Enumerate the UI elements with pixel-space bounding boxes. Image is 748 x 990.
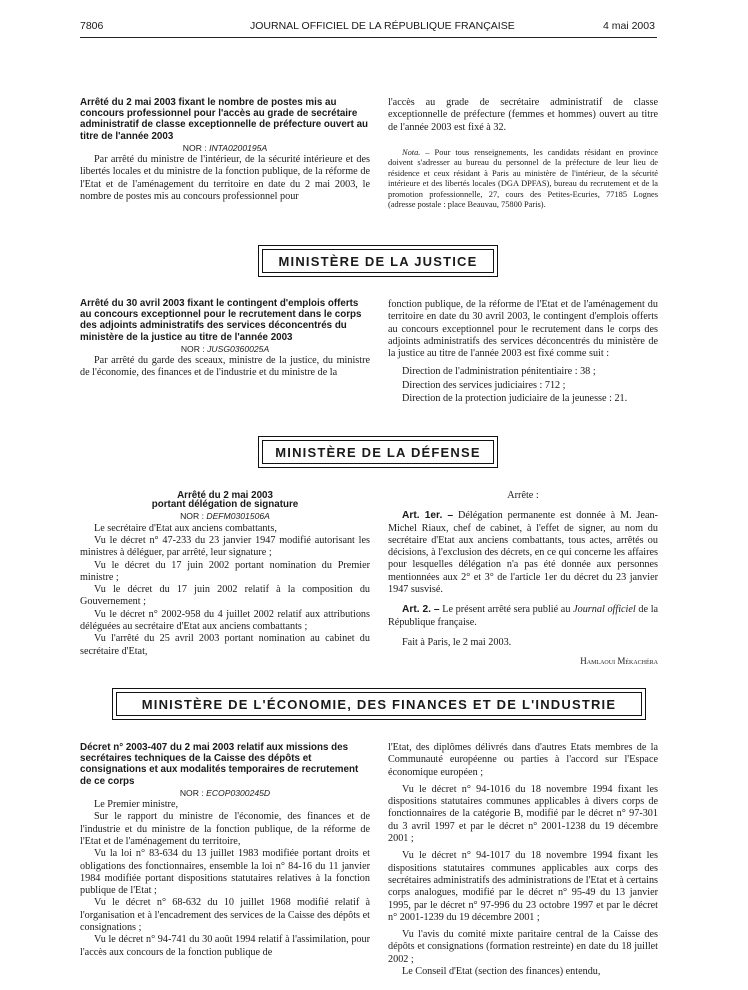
paragraph: Vu l'avis du comité mixte paritaire central de la Caisse des dépôts et consignations (formation restreinte) en date du 18 juillet 2002 ; xyxy=(388,929,658,965)
section1-nor xyxy=(80,142,370,154)
header-rule xyxy=(80,37,657,38)
section2-body: Par arrêté du garde des sceaux, ministre de la justice, du ministre de l'économie, des finances et de l'industrie et du ministre de la xyxy=(80,355,370,379)
ministry-justice-box xyxy=(258,245,498,277)
paragraph: Vu le décret n° 94-1016 du 18 novembre 1994 fixant les dispositions statutaires communes applicables à divers corps de fonctionnaires de la catégorie B, modifié par le décret n° 97-301 du 3 avril 1997 et par le décret n° 2001-1238 du 19 décembre 2001 ; xyxy=(388,783,658,845)
note-label: Nota. – xyxy=(402,147,430,157)
paragraph: Vu le décret n° 47-233 du 23 janvier 1947 modifié autorisant les ministres à déléguer, par arrêté, leur signature ; xyxy=(80,535,370,559)
paragraph: Le Conseil d'Etat (section des finances) entendu, xyxy=(402,966,601,978)
list-item: Direction de la protection judiciaire de la jeunesse : 21. xyxy=(402,393,628,405)
nor-label: NOR : xyxy=(182,142,207,153)
list-item: Direction de l'administration pénitentiaire : 38 ; xyxy=(402,366,596,378)
paragraph: l'Etat, des diplômes délivrés dans d'autres Etats membres de la Communauté européenne ou parties à l'accord sur l'Espace économique européen ; xyxy=(388,742,658,778)
article-label: Art. 2. – xyxy=(402,604,440,616)
ministry-economy-box xyxy=(112,688,646,720)
article-1 xyxy=(388,510,658,596)
section2-continuation: fonction publique, de la réforme de l'Etat et de l'aménagement du territoire en date du 30 avril 2003, le contingent d'emplois offerts au concours exceptionnel pour le recrutement dans le corps des adjoints administratifs des services déconcentrés du ministère de la justice au titre de l'année 2003 est fixé comme suit : xyxy=(388,299,658,360)
signature: Hamlaoui Mékachéra xyxy=(580,656,658,667)
section3-title-line2: portant délégation de signature xyxy=(151,499,299,511)
section2-title: Arrêté du 30 avril 2003 fixant le contingent d'emplois offerts au concours exceptionnel pour le recrutement dans le corps des adjoints administratifs des services déconcentrés du ministère de la justice au titre de l'année 2003 xyxy=(80,298,362,343)
section4-left-column xyxy=(80,742,370,959)
journal-title: JOURNAL OFFICIEL DE LA RÉPUBLIQUE FRANÇAISE xyxy=(250,20,515,32)
article-text: de la République française. xyxy=(388,604,659,628)
paragraph: Sur le rapport du ministre de l'économie, des finances et de l'industrie et du ministre de la fonction publique, de la réforme de l'Etat et de l'aménagement du territoire, xyxy=(80,811,370,847)
section4-right-column xyxy=(388,742,658,978)
paragraph: Vu le décret du 17 juin 2002 portant nomination du Premier ministre ; xyxy=(80,559,370,583)
section1-body: Par arrêté du ministre de l'intérieur, de la sécurité intérieure et des libertés locales et du ministre de la fonction publique, de la réforme de l'Etat et de l'aménagement du territoire en date du 2 mai 2003, le nombre de postes mis au concours professionnel pour xyxy=(80,154,370,202)
paragraph: Vu le décret du 17 juin 2002 relatif à la composition du Gouvernement ; xyxy=(80,584,370,608)
section2-left-column xyxy=(80,298,370,380)
article-text: Le présent arrêté sera publié au xyxy=(442,604,571,616)
page-number: 7806 xyxy=(80,20,104,32)
ministry-defense-box xyxy=(258,436,498,468)
place-date: Fait à Paris, le 2 mai 2003. xyxy=(402,636,512,648)
article-2 xyxy=(388,604,658,629)
paragraph: Le Premier ministre, xyxy=(94,799,179,811)
section1-title: Arrêté du 2 mai 2003 fixant le nombre de postes mis au concours professionnel pour l'accès au grade de secrétaire administratif de classe exceptionnelle de préfecture ouvert au titre de l'année 2003 xyxy=(80,97,369,142)
nor-label: NOR : xyxy=(180,511,204,522)
section3-right-column xyxy=(388,490,658,668)
section1-note xyxy=(388,148,658,210)
note-text: Pour tous renseignements, les candidats résidant en province doivent s'adresser au bureau du personnel de la préfecture de leur lieu de résidence et ceux résidant à Paris au ministère de l'intérieur, de la sécurité intérieure et des libertés locales (DGA DPFAS), bureau du recrutement et de la promotion professionnelle, 27, cours des Petites-Ecuries, 77185 Lognes (adresse postale : place Beauvau, 75800 Paris). xyxy=(388,147,658,209)
paragraph: Vu la loi n° 83-634 du 13 juillet 1983 modifiée portant droits et obligations des fonctionnaires, ensemble la loi n° 84-16 du 11 janvier 1984 modifiée portant dispositions statutaires relatives à la fonction publique de l'Etat ; xyxy=(80,848,370,897)
nor-label: NOR : xyxy=(180,343,205,354)
paragraph: Vu le décret n° 94-741 du 30 août 1994 relatif à l'assimilation, pour l'accès aux concours de la fonction publique de xyxy=(80,934,370,958)
article-text: Délégation permanente est donnée à M. Jean-Michel Riaux, chef de cabinet, à l'effet de signer, au nom du secrétaire d'Etat aux anciens combattants, tous actes, arrêtés ou décisions, à l'exclusion des décrets, en ce qui concerne les affaires pour lesquelles délégation n'a pas été donnée aux personnes mentionnées aux 2° et 3° de l'article 1er du décret du 23 janvier 1947 susvisé. xyxy=(388,510,658,596)
section3-left-column xyxy=(80,490,370,658)
section4-title: Décret n° 2003-407 du 2 mai 2003 relatif aux missions des secrétaires techniques de la Caisse des dépôts et consignations et aux modalités temporaires de recrutement de ce corps xyxy=(80,742,359,787)
ministry-justice-heading: MINISTÈRE DE LA JUSTICE xyxy=(278,253,478,269)
section1-left-column xyxy=(80,97,370,203)
nor-code: ECOP0300245D xyxy=(206,787,271,798)
paragraph: Vu l'arrêté du 25 avril 2003 portant nomination au cabinet du secrétaire d'Etat, xyxy=(80,633,370,657)
paragraph: Le secrétaire d'Etat aux anciens combattants, xyxy=(94,522,277,534)
nor-code: INTA0200195A xyxy=(209,142,268,153)
section1-continuation: l'accès au grade de secrétaire administratif de classe exceptionnelle de préfecture (femmes et hommes) ouvert au titre de l'année 2003 est fixé à 32. xyxy=(388,97,658,133)
nor-code: JUSG0360025A xyxy=(207,343,270,354)
section2-nor xyxy=(80,343,370,355)
paragraph: Vu le décret n° 94-1017 du 18 novembre 1994 fixant les dispositions statutaires communes applicables aux corps des secrétaires administratifs des administrations de l'Etat et à certains corps analogues, modifié par le décret n° 95-49 du 13 janvier 1995, par le décret n° 97-996 du 23 octobre 1997 et par le décret n° 2001-1239 du 19 décembre 2001 ; xyxy=(388,850,659,923)
ministry-economy-heading: MINISTÈRE DE L'ÉCONOMIE, DES FINANCES ET DE L'INDUSTRIE xyxy=(141,696,617,712)
arrete-label: Arrête : xyxy=(507,490,539,501)
article-label: Art. 1er. – xyxy=(402,510,454,522)
section2-list xyxy=(388,366,658,405)
section1-right-column xyxy=(388,97,658,210)
journal-reference: Journal officiel xyxy=(573,604,636,616)
nor-code: DEFM0301506A xyxy=(206,511,270,522)
paragraph: Vu le décret n° 2002-958 du 4 juillet 2002 relatif aux attributions déléguées au secrétaire d'Etat aux anciens combattants ; xyxy=(80,608,370,633)
section2-right-column xyxy=(388,298,658,406)
section3-nor xyxy=(80,510,370,522)
paragraph: Vu le décret n° 68-632 du 10 juillet 1968 modifié relatif à l'organisation et à l'encadrement des services de la Caisse des dépôts et consignations ; xyxy=(80,897,370,934)
section3-title-line1: Arrêté du 2 mai 2003 xyxy=(177,490,273,501)
nor-label: NOR : xyxy=(179,787,204,798)
header-date: 4 mai 2003 xyxy=(603,20,655,32)
ministry-defense-heading: MINISTÈRE DE LA DÉFENSE xyxy=(275,444,481,460)
list-item: Direction des services judiciaires : 712 ; xyxy=(402,379,566,391)
section4-nor xyxy=(80,787,370,799)
